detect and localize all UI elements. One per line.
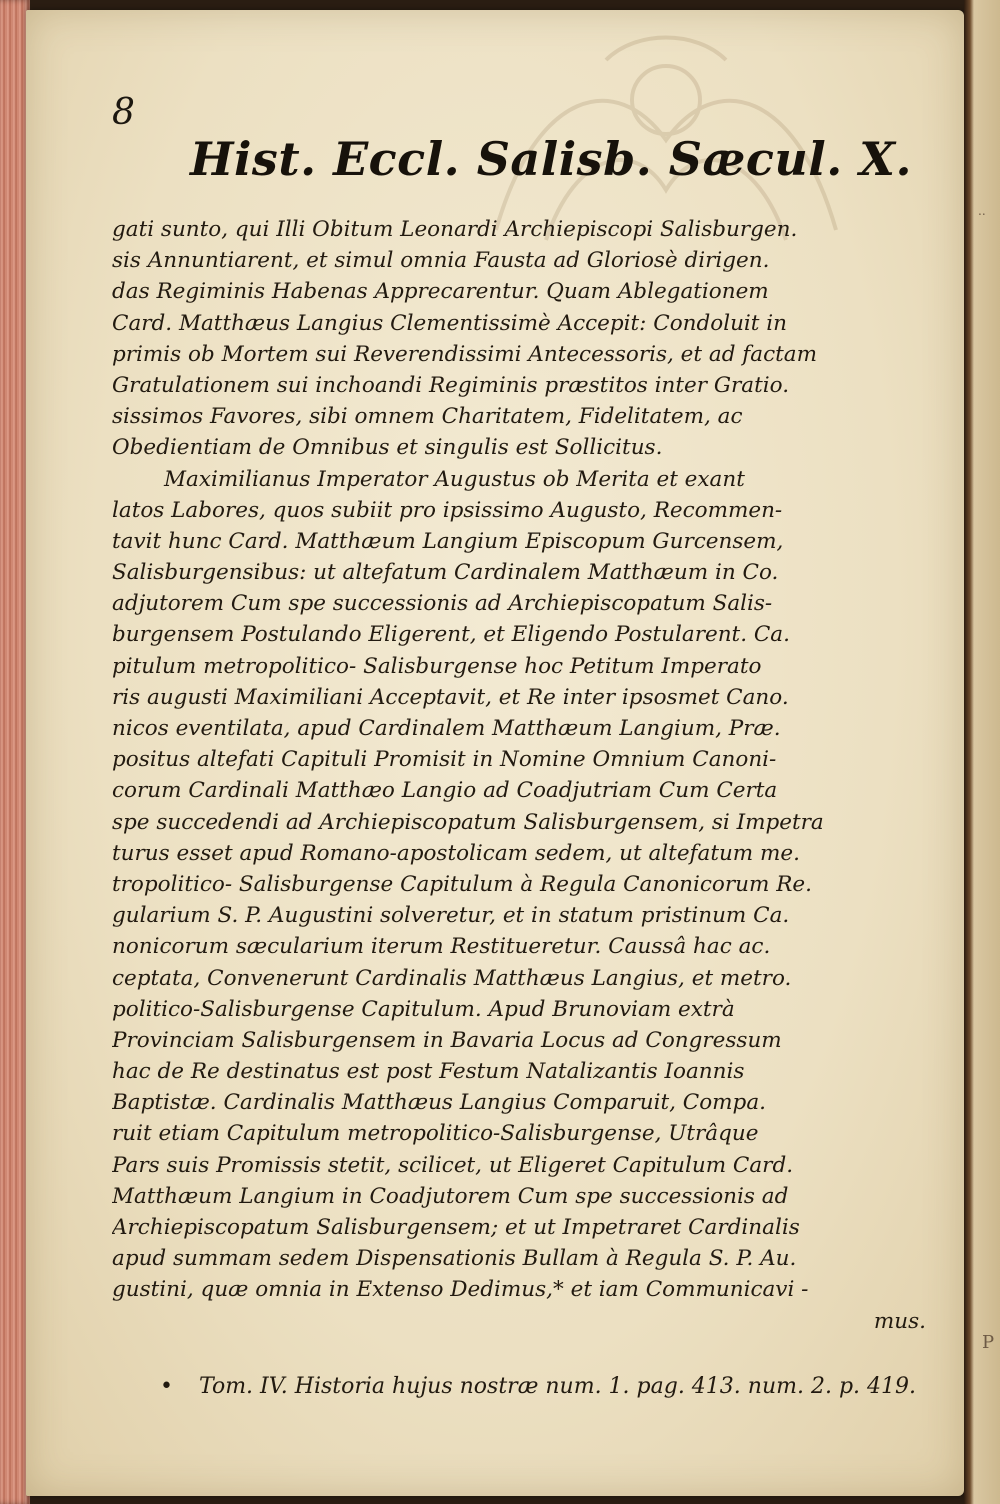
catchword: mus.: [873, 1308, 926, 1334]
text-line: primis ob Mortem sui Reverendissimi Antecessoris, et ad factam: [112, 341, 817, 367]
text-line: pitulum metropolitico- Salisburgense hoc Petitum Imperato: [112, 653, 762, 679]
text-line: turus esset apud Romano-apostolicam sedem, ut altefatum me.: [112, 840, 800, 866]
text-line: politico-Salisburgense Capitulum. Apud Brunoviam extrà: [112, 996, 735, 1022]
text-line: Pars suis Promissis stetit, scilicet, ut Eligeret Capitulum Card.: [112, 1152, 794, 1178]
text-line: gati sunto, qui Illi Obitum Leonardi Archiepiscopi Salisburgen.: [112, 217, 798, 242]
text-line: adjutorem Cum spe successionis ad Archiepiscopatum Salis-: [112, 591, 773, 617]
text-line: ruit etiam Capitulum metropolitico-Salisburgense, Utrâque: [112, 1121, 759, 1147]
text-line: nicos eventilata, apud Cardinalem Matthæum Langium, Præ.: [112, 716, 781, 741]
text-line: Matthæum Langium in Coadjutorem Cum spe successionis ad: [112, 1183, 789, 1209]
footnote-text: Tom. IV. Historia hujus nostræ num. 1. pag. 413. num. 2. p. 419.: [198, 1374, 917, 1399]
text-line: Provinciam Salisburgensem in Bavaria Locus ad Congressum: [112, 1027, 782, 1053]
facing-page-fragment: P: [982, 1332, 995, 1353]
text-line: sis Annuntiarent, et simul omnia Fausta ad Gloriosè dirigen.: [112, 248, 770, 274]
text-line: gularium S. P. Augustini solveretur, et in statum pristinum Ca.: [112, 903, 790, 929]
text-line: ris augusti Maximiliani Acceptavit, et Re inter ipsosmet Cano.: [112, 684, 789, 710]
text-line: hac de Re destinatus est post Festum Natalizantis Ioannis: [112, 1059, 745, 1085]
text-line: tavit hunc Card. Matthæum Langium Episcopum Gurcensem,: [112, 528, 784, 554]
text-line: nonicorum sæcularium iterum Restitueretur. Caussâ hac ac.: [112, 934, 771, 960]
manuscript-body: [112, 214, 934, 1337]
text-line: Card. Matthæus Langius Clementissimè Accepit: Condoluit in: [112, 310, 788, 336]
paragraph-start-line: Maximilianus Imperator Augustus ob Merita et exant: [164, 466, 745, 492]
text-line: Obedientiam de Omnibus et singulis est Sollicitus.: [112, 435, 663, 461]
text-line: Baptistæ. Cardinalis Matthæus Langius Comparuit, Compa.: [112, 1090, 766, 1116]
text-line: ceptata, Convenerunt Cardinalis Matthæus Langius, et metro.: [112, 965, 792, 991]
facing-page-fragment: ..: [978, 204, 986, 218]
text-line: latos Labores, quos subiit pro ipsissimo Augusto, Recommen-: [112, 497, 783, 523]
text-line: positus altefati Capituli Promisit in Nomine Omnium Canoni-: [112, 747, 777, 773]
footnote: [160, 1374, 940, 1399]
text-line: Archiepiscopatum Salisburgensem; et ut Impetraret Cardinalis: [112, 1215, 800, 1240]
text-line: gustini, quæ omnia in Extenso Dedimus,* et iam Communicavi -: [112, 1277, 809, 1303]
text-line: tropolitico- Salisburgense Capitulum à Regula Canonicorum Re.: [112, 871, 812, 897]
text-line: apud summam sedem Dispensationis Bullam à Regula S. P. Au.: [112, 1246, 797, 1272]
text-line: sissimos Favores, sibi omnem Charitatem, Fidelitatem, ac: [112, 404, 743, 430]
running-header: Hist. Eccl. Salisb. Sæcul. X.: [190, 132, 912, 186]
text-line: Salisburgensibus: ut altefatum Cardinalem Matthæum in Co.: [112, 560, 779, 586]
text-line: spe succedendi ad Archiepiscopatum Salisburgensem, si Impetra: [112, 809, 824, 835]
text-line: Gratulationem sui inchoandi Regiminis præstitos inter Gratio.: [112, 372, 790, 398]
text-line: corum Cardinali Matthæo Langio ad Coadjutriam Cum Certa: [112, 778, 778, 804]
text-line: das Regiminis Habenas Apprecarentur. Quam Ablegationem: [112, 279, 769, 305]
text-line: burgensem Postulando Eligerent, et Eligendo Postularent. Ca.: [112, 622, 790, 648]
facing-page-edge: [964, 0, 1000, 1504]
footnote-marker: •: [160, 1374, 173, 1399]
page-number: 8: [112, 92, 135, 133]
